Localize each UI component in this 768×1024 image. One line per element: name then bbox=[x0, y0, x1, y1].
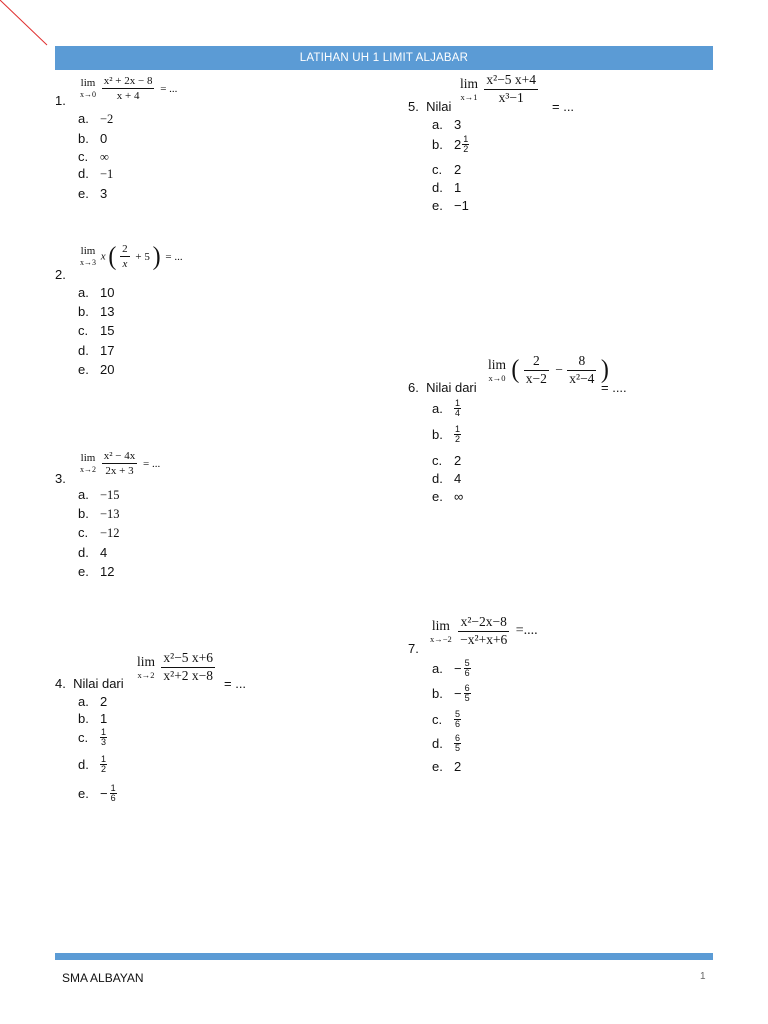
option-2d[interactable]: d. 17 bbox=[78, 343, 115, 358]
option-2a[interactable]: a. 10 bbox=[78, 285, 115, 300]
question-1-number: 1. bbox=[55, 93, 66, 108]
option-5d[interactable]: d. 1 bbox=[432, 180, 462, 195]
option-4e[interactable]: e. − $\frac{1}{6}$ bbox=[78, 783, 116, 804]
question-2-expression: lim x→3 x ( $\frac{2}{x}$ + 5 ) = ... bbox=[80, 242, 183, 271]
option-7c[interactable]: c. $\frac{5}{6}$ bbox=[432, 709, 461, 730]
option-4a[interactable]: a. 2 bbox=[78, 694, 108, 709]
option-5e[interactable]: e. −1 bbox=[432, 198, 469, 213]
page-number: 1 bbox=[700, 971, 706, 982]
question-1-expression: lim x→0 $\frac{\text{x² + 2x − 8}}{x + 4}$ = ... bbox=[80, 75, 178, 103]
question-3-expression: lim x→2 $\frac{\text{x² − 4x}}{2x + 3}$ = ... bbox=[80, 450, 161, 478]
option-5a[interactable]: a. 3 bbox=[432, 117, 462, 132]
question-7-expression: lim x→−2 $\frac{\text{x²−2x−8}}{\text{−x²+x+6}}$ =.... bbox=[430, 614, 538, 647]
option-5b[interactable]: b. 2 $\frac{1}{2}$ bbox=[432, 134, 469, 155]
option-2e[interactable]: e. 20 bbox=[78, 362, 115, 377]
option-6c[interactable]: c. 2 bbox=[432, 453, 462, 468]
option-6e[interactable]: e. ∞ bbox=[432, 489, 464, 504]
question-2-number: 2. bbox=[55, 267, 66, 282]
footer-school-name: SMA ALBAYAN bbox=[62, 971, 144, 985]
question-5-suffix: = ... bbox=[552, 99, 575, 114]
question-6-suffix: = .... bbox=[601, 380, 627, 395]
option-7e[interactable]: e. 2 bbox=[432, 759, 462, 774]
question-4-suffix: = ... bbox=[224, 676, 247, 691]
option-3a[interactable]: a. −15 bbox=[78, 487, 120, 502]
option-3e[interactable]: e. 12 bbox=[78, 564, 115, 579]
option-6d[interactable]: d. 4 bbox=[432, 471, 462, 486]
option-1a[interactable]: a. −2 bbox=[78, 111, 114, 126]
option-3b[interactable]: b. −13 bbox=[78, 506, 120, 521]
option-3c[interactable]: c. −12 bbox=[78, 525, 120, 540]
option-7b[interactable]: b. − $\frac{6}{5}$ bbox=[432, 683, 470, 704]
question-4-number: 4. Nilai dari bbox=[55, 676, 124, 691]
option-1e[interactable]: e. 3 bbox=[78, 186, 108, 201]
option-6b[interactable]: b. $\frac{1}{2}$ bbox=[432, 424, 461, 445]
option-1d[interactable]: d. −1 bbox=[78, 166, 114, 181]
option-5c[interactable]: c. 2 bbox=[432, 162, 462, 177]
question-6-expression: lim x→0 ( $\frac{2}{x-2}$ − $\frac{8}{\text{x²−4}}$ ) bbox=[488, 353, 609, 386]
question-5-expression: lim x→1 $\frac{\text{x²−5 x+4}}{\text{x³−1}}$ bbox=[460, 72, 537, 105]
option-4d[interactable]: d. $\frac{1}{2}$ bbox=[78, 754, 107, 775]
option-1b[interactable]: b. 0 bbox=[78, 131, 108, 146]
option-2b[interactable]: b. 13 bbox=[78, 304, 115, 319]
option-2c[interactable]: c. 15 bbox=[78, 323, 115, 338]
question-6-number: 6. Nilai dari bbox=[408, 380, 477, 395]
question-7-number: 7. bbox=[408, 641, 419, 656]
option-6a[interactable]: a. $\frac{1}{4}$ bbox=[432, 398, 461, 419]
question-5-number: 5. Nilai bbox=[408, 99, 452, 114]
question-4-expression: lim x→2 $\frac{\text{x²−5 x+6}}{\text{x²+2 x−8}}$ bbox=[137, 650, 214, 683]
option-1c[interactable]: c. ∞ bbox=[78, 149, 109, 164]
question-3-number: 3. bbox=[55, 471, 66, 486]
option-7d[interactable]: d. $\frac{6}{5}$ bbox=[432, 733, 461, 754]
corner-line-mark bbox=[0, 0, 60, 60]
option-7a[interactable]: a. − $\frac{5}{6}$ bbox=[432, 658, 470, 679]
footer-divider bbox=[55, 953, 713, 960]
option-3d[interactable]: d. 4 bbox=[78, 545, 108, 560]
option-4c[interactable]: c. $\frac{1}{3}$ bbox=[78, 727, 107, 748]
option-4b[interactable]: b. 1 bbox=[78, 711, 108, 726]
page-title: LATIHAN UH 1 LIMIT ALJABAR bbox=[55, 46, 713, 70]
